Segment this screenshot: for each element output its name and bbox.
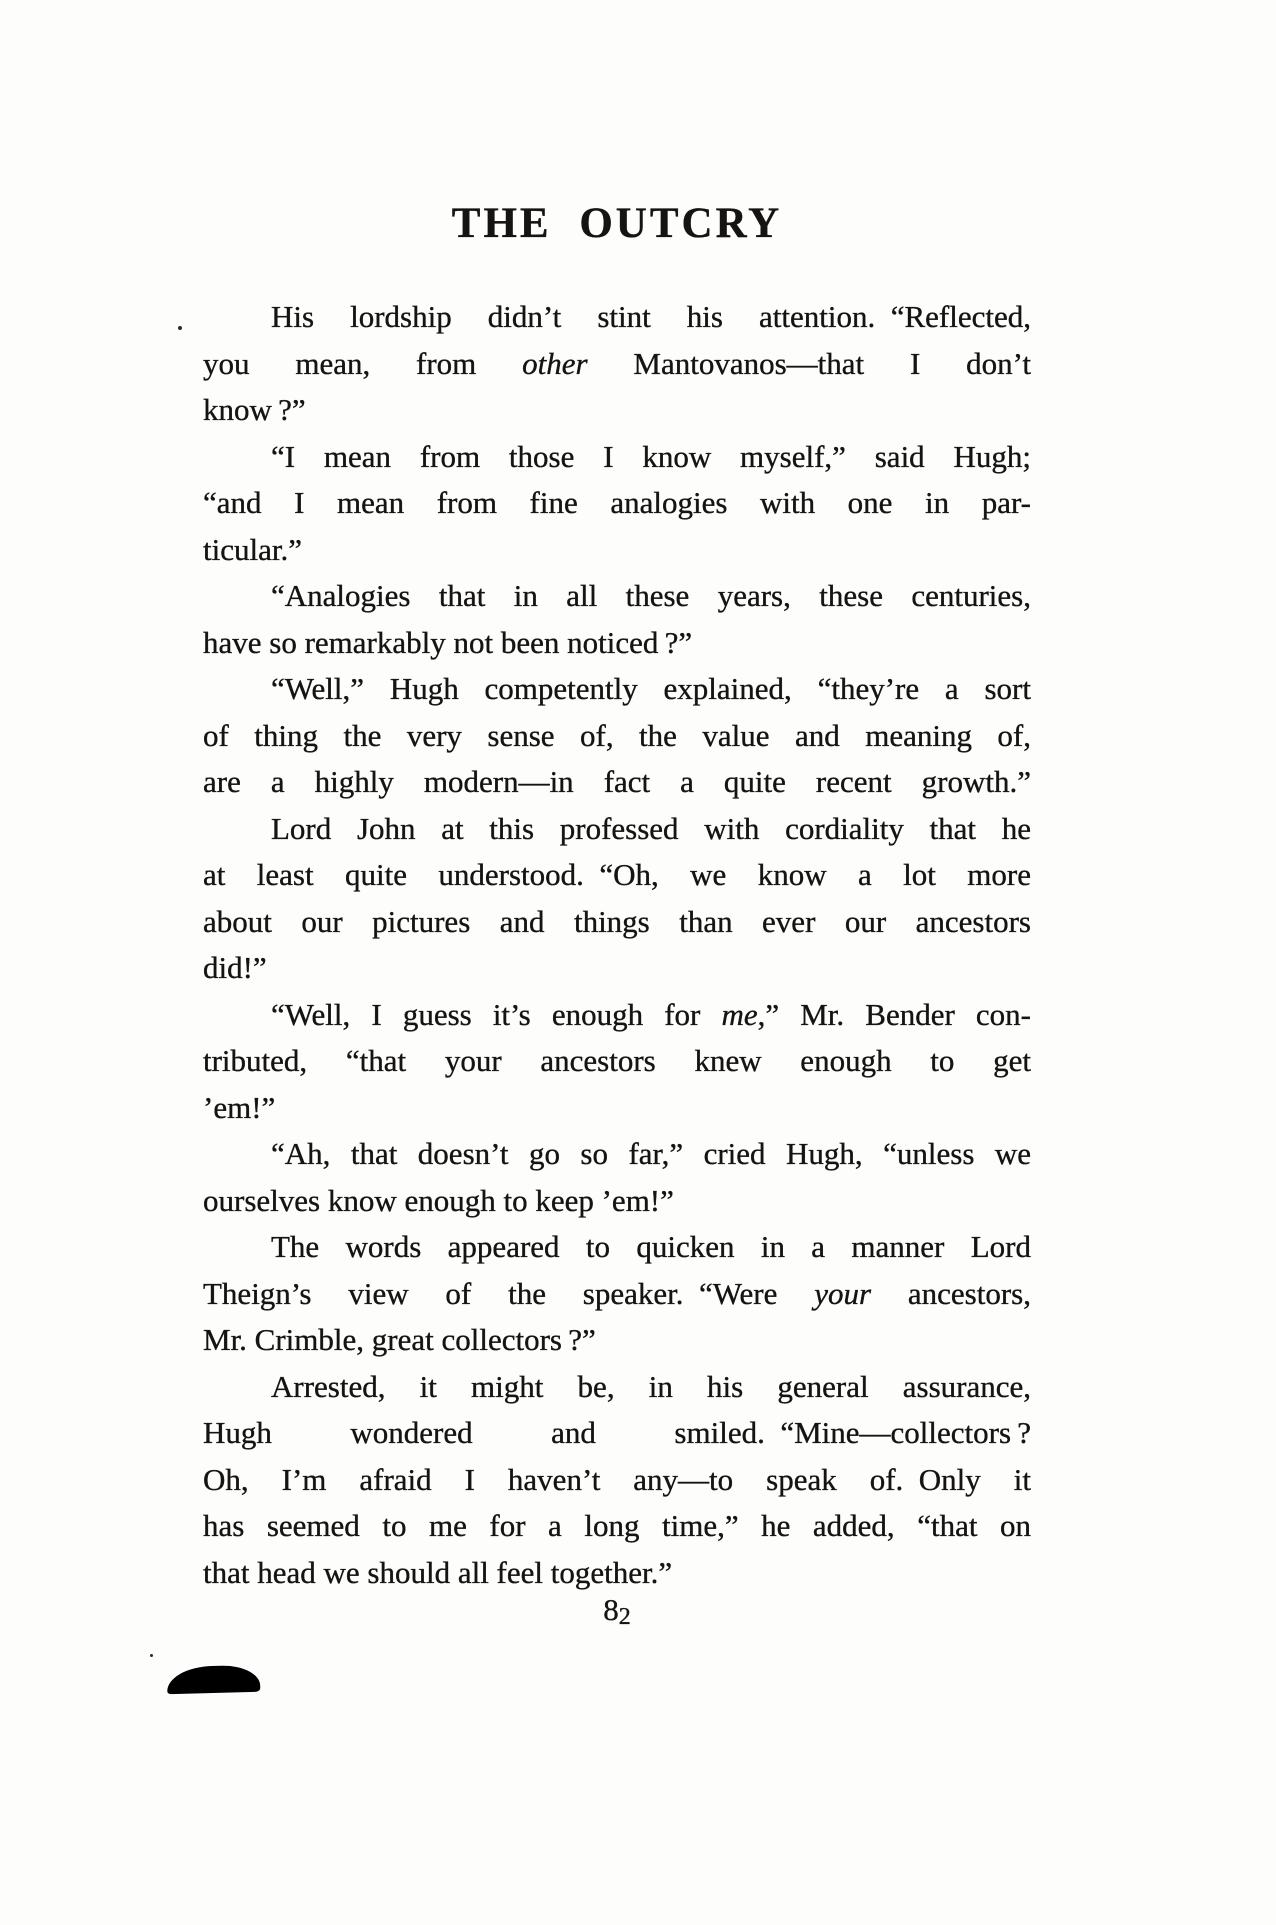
text-run: “and I mean from fine analogies with one in par-	[203, 485, 1031, 520]
body-line	[203, 434, 1031, 481]
page-title: THE OUTCRY	[451, 200, 783, 247]
text-run: “Ah, that doesn’t go so far,” cried Hugh, “unless we	[271, 1136, 1031, 1171]
text-run: tributed, “that your ancestors knew enough to get	[203, 1043, 1031, 1078]
ink-speck	[150, 1654, 153, 1657]
body-line	[203, 992, 1031, 1039]
page-body	[203, 294, 1031, 1596]
ink-speck	[178, 326, 182, 330]
text-run: ticular.”	[203, 531, 302, 567]
body-line	[203, 666, 1031, 713]
body-line	[203, 1364, 1031, 1411]
body-line	[203, 1038, 1031, 1085]
ink-blob	[167, 1665, 261, 1694]
body-line	[203, 1271, 1031, 1318]
text-run: ourselves know enough to keep ’em!”	[203, 1182, 674, 1218]
body-line	[203, 1457, 1031, 1504]
text-run: “Well,” Hugh competently explained, “they’re a sort	[271, 671, 1031, 706]
text-run: “I mean from those I know myself,” said Hugh;	[271, 438, 1031, 474]
text-run: ,” Mr. Bender con-	[757, 996, 1031, 1032]
italic-text-run: other	[522, 345, 588, 381]
body-line	[203, 527, 1031, 574]
text-run: “Analogies that in all these years, these centuries,	[271, 578, 1031, 613]
text-run: Lord John at this professed with cordiality that he	[271, 810, 1031, 846]
body-line	[203, 573, 1031, 620]
body-line	[203, 806, 1031, 853]
body-line	[203, 759, 1031, 806]
text-run: have so remarkably not been noticed ?”	[203, 624, 693, 660]
text-run: has seemed to me for a long time,” he added, “that on	[203, 1508, 1031, 1543]
text-run: you mean, from	[203, 345, 523, 381]
text-run: Theign’s view of the speaker. “Were	[203, 1275, 815, 1311]
text-run: Mr. Crimble, great collectors ?”	[203, 1322, 596, 1357]
text-run: did!”	[203, 950, 267, 985]
text-run: know ?”	[203, 392, 306, 427]
body-line	[203, 899, 1031, 946]
body-line	[203, 852, 1031, 899]
page-number-digit-small: 2	[618, 1604, 631, 1630]
text-run: Mantovanos—that I don’t	[587, 345, 1031, 381]
text-run: Hugh wondered and smiled. “Mine—collectors ?	[203, 1415, 1031, 1450]
text-run: His lordship didn’t stint his attention. “Reflected,	[271, 299, 1031, 334]
body-line	[203, 1410, 1031, 1457]
text-run: “Well, I guess it’s enough for	[271, 996, 722, 1032]
text-run: of thing the very sense of, the value and meaning of,	[203, 717, 1031, 753]
body-line	[203, 1503, 1031, 1550]
body-line	[203, 713, 1031, 760]
text-run: about our pictures and things than ever our ancestors	[203, 903, 1031, 939]
text-run: Oh, I’m afraid I haven’t any—to speak of. Only it	[203, 1461, 1031, 1497]
text-run: are a highly modern—in fact a quite recent growth.”	[203, 764, 1031, 799]
text-run: ’em!”	[203, 1089, 276, 1125]
body-line	[203, 294, 1031, 341]
text-run: that head we should all feel together.”	[203, 1554, 673, 1590]
body-line	[203, 1178, 1031, 1225]
text-run: The words appeared to quicken in a manner Lord	[271, 1229, 1031, 1264]
page-number	[203, 1592, 1031, 1631]
page-number-digit-large: 8	[603, 1592, 619, 1627]
body-line	[203, 1224, 1031, 1271]
body-line	[203, 1550, 1031, 1597]
italic-text-run: your	[814, 1275, 872, 1311]
italic-text-run: me	[721, 996, 758, 1032]
body-line	[203, 1317, 1031, 1364]
text-run: Arrested, it might be, in his general assurance,	[271, 1368, 1031, 1404]
body-line	[203, 387, 1031, 434]
body-line	[203, 620, 1031, 667]
body-line	[203, 1131, 1031, 1178]
text-run: at least quite understood. “Oh, we know a lot more	[203, 857, 1031, 892]
body-line	[203, 945, 1031, 992]
body-line	[203, 341, 1031, 388]
body-line	[203, 1085, 1031, 1132]
body-line	[203, 480, 1031, 527]
text-run: ancestors,	[871, 1275, 1031, 1311]
